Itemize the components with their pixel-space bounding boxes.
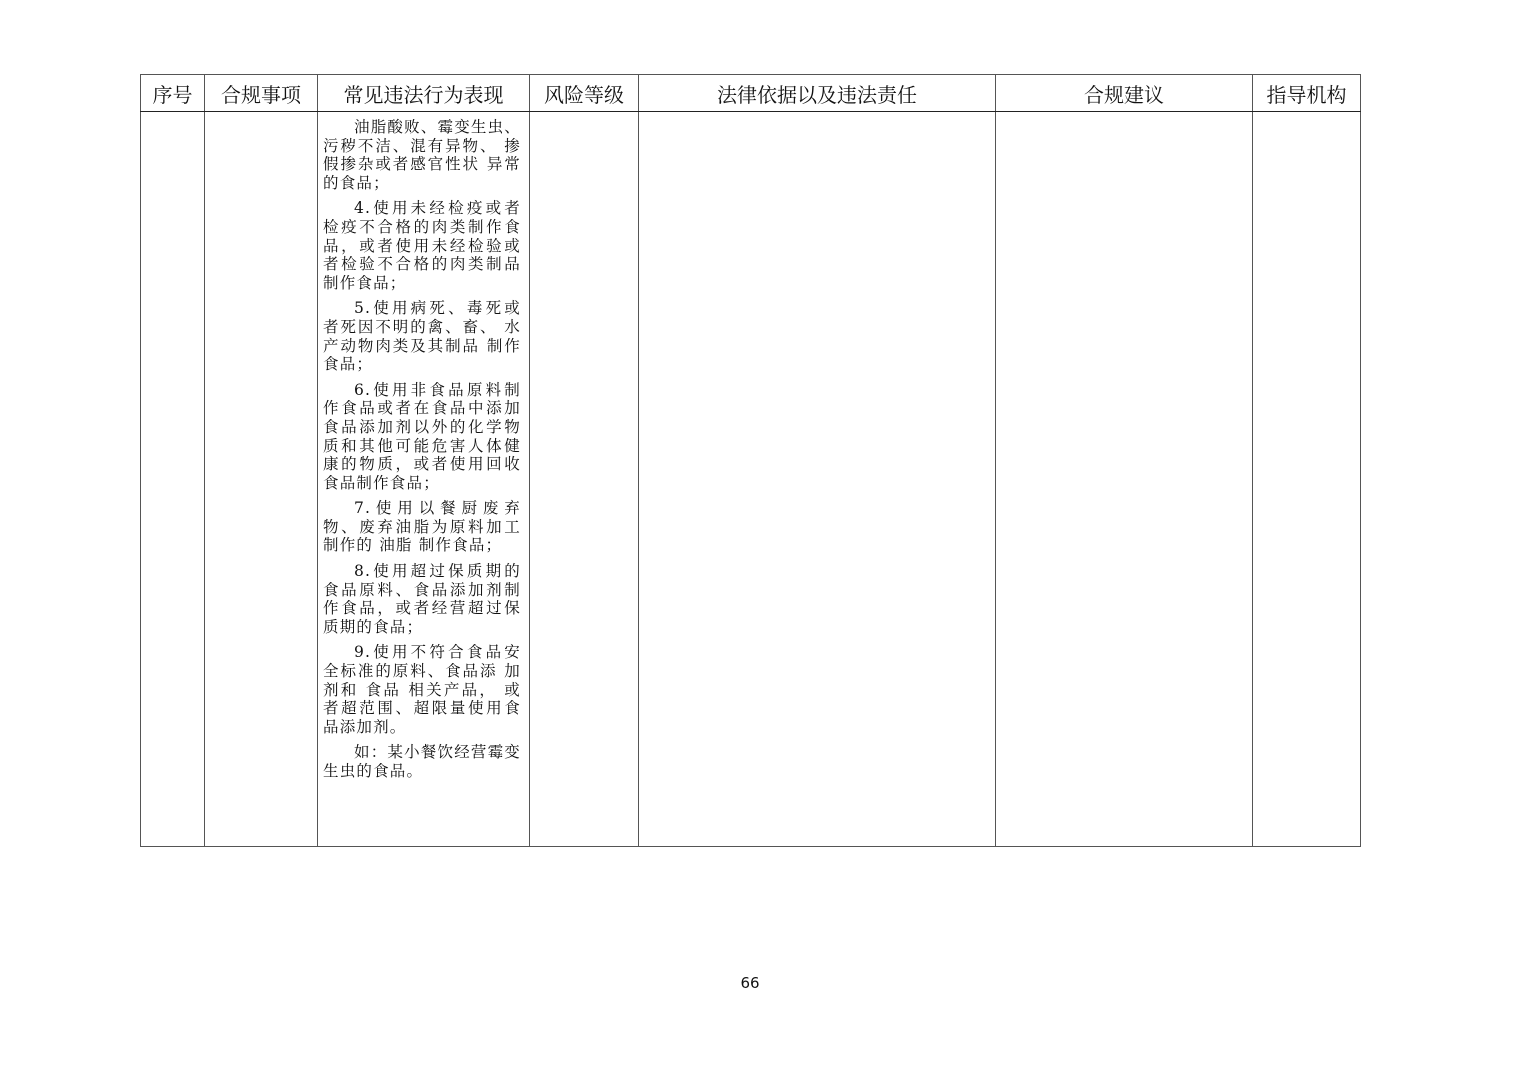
page-number: 66 [740,974,760,992]
behavior-paragraph: 油脂酸败、霉变生虫、 污秽不洁、混有异物、 掺假掺杂或者感官性状 异常的食品； [323,118,522,192]
behavior-paragraph: 4.使用未经检疫或者检疫不合格的肉类制作食品，或者使用未经检验或者检验不合格的肉类制品制作食品； [323,199,521,292]
header-legal: 法律依据以及违法责任 [639,75,996,112]
table-row [141,112,1361,847]
header-agency: 指导机构 [1253,75,1361,112]
cell-seq [141,112,205,847]
header-seq: 序号 [141,75,205,112]
compliance-table [140,74,1361,847]
cell-behavior [318,112,530,847]
behavior-paragraph: 5.使用病死、毒死或者死因不明的禽、畜、 水产动物肉类及其制品 制作食品； [323,299,521,374]
cell-advice [996,112,1253,847]
behavior-paragraph: 7.使用以餐厨废弃物、废弃油脂为原料加工 制作的 油脂 制作食品； [323,499,521,555]
behavior-paragraph: 6.使用非食品原料制作食品或者在食品中添加食品添加剂以外的化学物质和其他可能危害人体健康的物质，或者使用回收食品制作食品； [323,380,521,492]
behavior-paragraph: 如：某小餐饮经营霉变生虫的食品。 [323,743,522,780]
cell-risk [530,112,639,847]
cell-item [205,112,318,847]
header-risk: 风险等级 [530,75,639,112]
header-advice: 合规建议 [996,75,1253,112]
header-item: 合规事项 [205,75,318,112]
header-row [141,75,1361,112]
header-behavior: 常见违法行为表现 [318,75,530,112]
cell-legal [639,112,996,847]
cell-agency [1253,112,1361,847]
behavior-paragraph: 8.使用超过保质期的食品原料、食品添加剂制作食品，或者经营超过保质期的食品； [323,562,521,636]
behavior-paragraph: 9.使用不符合食品安全标准的原料、食品添 加剂和 食品 相关产品， 或者超范围、超限量使用食品添加剂。 [323,643,521,736]
